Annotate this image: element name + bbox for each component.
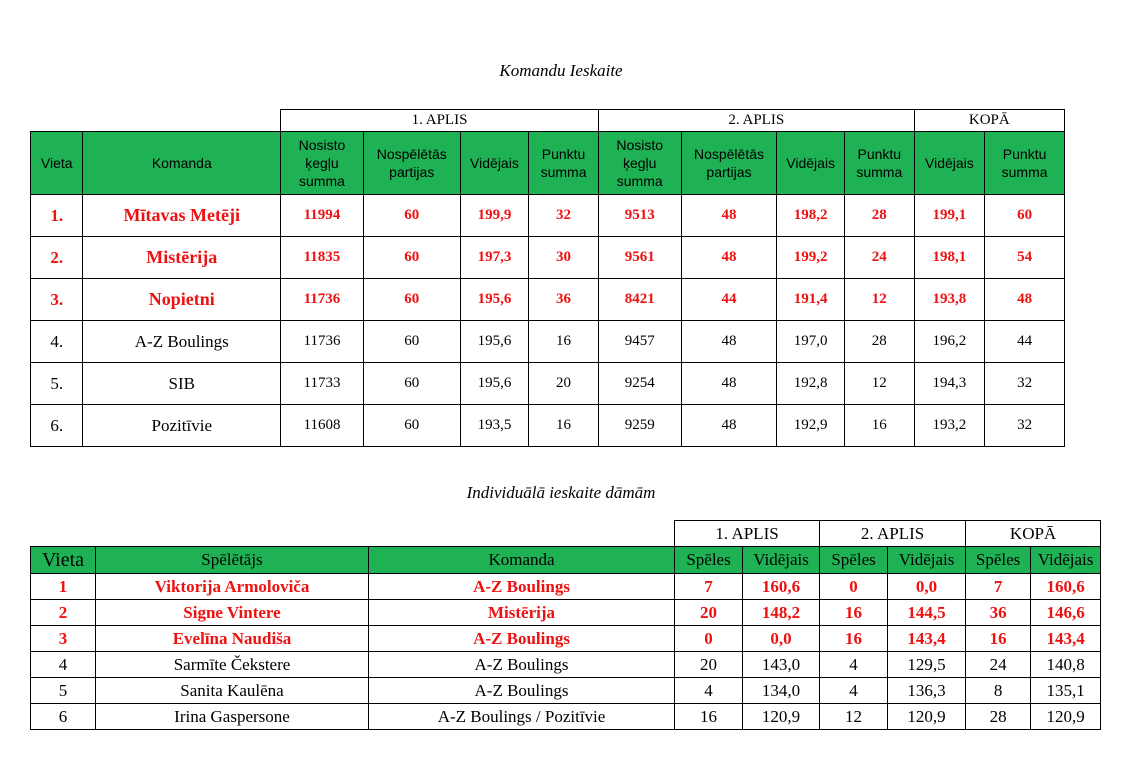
team-r1-games: 60 xyxy=(363,405,460,447)
col-header-r2-avg: Vidējais xyxy=(777,132,845,195)
col-header-place: Vieta xyxy=(31,132,83,195)
team-group-header-row xyxy=(31,110,1065,132)
team-r1-games: 60 xyxy=(363,363,460,405)
team-standings-table xyxy=(30,109,1065,447)
team-r1-points: 16 xyxy=(529,405,599,447)
player-row xyxy=(31,626,1101,652)
col-header-team: Komanda xyxy=(83,132,281,195)
player-r1-avg: 160,6 xyxy=(743,574,820,600)
team-place: 4. xyxy=(31,321,83,363)
player-r2-games: 0 xyxy=(820,574,888,600)
team-r2-avg: 198,2 xyxy=(777,195,845,237)
team-r1-avg: 195,6 xyxy=(460,321,529,363)
team-r2-pins: 8421 xyxy=(598,279,681,321)
player-total-games: 7 xyxy=(966,574,1031,600)
team-r1-pins: 11733 xyxy=(281,363,364,405)
player-r1-games: 7 xyxy=(675,574,743,600)
player-team: A-Z Boulings xyxy=(369,678,675,704)
col-header-r2-games: Nospēlētās partijas xyxy=(681,132,777,195)
player-r2-avg: 136,3 xyxy=(888,678,966,704)
team-r2-points: 12 xyxy=(844,279,914,321)
group-header-round1: 1. APLIS xyxy=(675,521,820,547)
col-header-total-points: Punktu summa xyxy=(985,132,1065,195)
team-standings-title: Komandu Ieskaite xyxy=(499,61,623,80)
team-r1-pins: 11736 xyxy=(281,279,364,321)
col-header-r2-games: Spēles xyxy=(820,547,888,574)
player-total-avg: 120,9 xyxy=(1031,704,1101,730)
team-r1-avg: 199,9 xyxy=(460,195,529,237)
col-header-total-avg: Vidējais xyxy=(1031,547,1101,574)
individual-column-header-row xyxy=(31,547,1101,574)
team-r2-points: 28 xyxy=(844,195,914,237)
player-row xyxy=(31,652,1101,678)
player-total-avg: 140,8 xyxy=(1031,652,1101,678)
team-r1-games: 60 xyxy=(363,279,460,321)
player-r1-avg: 0,0 xyxy=(743,626,820,652)
player-place: 3 xyxy=(31,626,96,652)
team-r1-avg: 193,5 xyxy=(460,405,529,447)
player-r2-games: 16 xyxy=(820,600,888,626)
player-team: A-Z Boulings xyxy=(369,574,675,600)
player-r1-avg: 148,2 xyxy=(743,600,820,626)
team-r1-points: 32 xyxy=(529,195,599,237)
player-r2-avg: 120,9 xyxy=(888,704,966,730)
player-total-games: 24 xyxy=(966,652,1031,678)
team-r1-games: 60 xyxy=(363,237,460,279)
player-total-games: 16 xyxy=(966,626,1031,652)
player-total-games: 28 xyxy=(966,704,1031,730)
team-r1-points: 30 xyxy=(529,237,599,279)
player-r1-avg: 143,0 xyxy=(743,652,820,678)
team-row xyxy=(31,321,1065,363)
team-total-avg: 193,2 xyxy=(914,405,985,447)
player-total-avg: 160,6 xyxy=(1031,574,1101,600)
player-total-avg: 146,6 xyxy=(1031,600,1101,626)
col-header-total-avg: Vidējais xyxy=(914,132,985,195)
team-total-avg: 196,2 xyxy=(914,321,985,363)
team-r1-pins: 11994 xyxy=(281,195,364,237)
player-r1-games: 20 xyxy=(675,600,743,626)
group-header-total: KOPĀ xyxy=(966,521,1101,547)
team-row xyxy=(31,195,1065,237)
col-header-r2-points: Punktu summa xyxy=(844,132,914,195)
col-header-r1-points: Punktu summa xyxy=(529,132,599,195)
team-r1-pins: 11608 xyxy=(281,405,364,447)
col-header-r1-pins: Nosisto ķegļu summa xyxy=(281,132,364,195)
team-r2-points: 24 xyxy=(844,237,914,279)
team-r2-games: 48 xyxy=(681,237,777,279)
player-r2-avg: 143,4 xyxy=(888,626,966,652)
team-r2-points: 28 xyxy=(844,321,914,363)
team-total-points: 54 xyxy=(985,237,1065,279)
team-total-avg: 193,8 xyxy=(914,279,985,321)
team-r2-games: 44 xyxy=(681,279,777,321)
team-name: A-Z Boulings xyxy=(83,321,281,363)
team-total-avg: 198,1 xyxy=(914,237,985,279)
player-place: 5 xyxy=(31,678,96,704)
player-place: 4 xyxy=(31,652,96,678)
team-r1-games: 60 xyxy=(363,195,460,237)
team-name: Mistērija xyxy=(83,237,281,279)
team-r2-avg: 192,9 xyxy=(777,405,845,447)
team-r2-pins: 9254 xyxy=(598,363,681,405)
player-r1-games: 20 xyxy=(675,652,743,678)
team-r2-pins: 9513 xyxy=(598,195,681,237)
team-r1-avg: 195,6 xyxy=(460,279,529,321)
player-row xyxy=(31,600,1101,626)
player-name: Irina Gaspersone xyxy=(96,704,369,730)
team-r1-pins: 11835 xyxy=(281,237,364,279)
player-name: Sanita Kaulēna xyxy=(96,678,369,704)
group-header-round2: 2. APLIS xyxy=(820,521,966,547)
player-row xyxy=(31,678,1101,704)
team-place: 6. xyxy=(31,405,83,447)
team-total-points: 44 xyxy=(985,321,1065,363)
player-r2-games: 4 xyxy=(820,678,888,704)
team-r2-games: 48 xyxy=(681,405,777,447)
team-r1-games: 60 xyxy=(363,321,460,363)
col-header-team: Komanda xyxy=(369,547,675,574)
team-r2-points: 16 xyxy=(844,405,914,447)
team-r2-games: 48 xyxy=(681,363,777,405)
team-r1-avg: 197,3 xyxy=(460,237,529,279)
team-total-avg: 194,3 xyxy=(914,363,985,405)
player-total-games: 8 xyxy=(966,678,1031,704)
player-team: A-Z Boulings / Pozitīvie xyxy=(369,704,675,730)
player-r2-games: 12 xyxy=(820,704,888,730)
player-r2-avg: 129,5 xyxy=(888,652,966,678)
player-r1-avg: 134,0 xyxy=(743,678,820,704)
team-r2-avg: 191,4 xyxy=(777,279,845,321)
col-header-r1-avg: Vidējais xyxy=(460,132,529,195)
col-header-r2-pins: Nosisto ķegļu summa xyxy=(598,132,681,195)
group-header-total: KOPĀ xyxy=(914,110,1064,132)
team-r2-games: 48 xyxy=(681,321,777,363)
player-name: Evelīna Naudiša xyxy=(96,626,369,652)
team-row xyxy=(31,363,1065,405)
team-name: Pozitīvie xyxy=(83,405,281,447)
col-header-r1-avg: Vidējais xyxy=(743,547,820,574)
group-header-round1: 1. APLIS xyxy=(281,110,599,132)
player-row xyxy=(31,704,1101,730)
player-team: A-Z Boulings xyxy=(369,652,675,678)
team-r2-games: 48 xyxy=(681,195,777,237)
team-total-points: 32 xyxy=(985,405,1065,447)
player-total-avg: 135,1 xyxy=(1031,678,1101,704)
team-r2-pins: 9457 xyxy=(598,321,681,363)
team-name: Mītavas Metēji xyxy=(83,195,281,237)
individual-standings-table xyxy=(30,520,1101,730)
player-place: 1 xyxy=(31,574,96,600)
team-r2-pins: 9259 xyxy=(598,405,681,447)
team-r1-points: 20 xyxy=(529,363,599,405)
player-r2-avg: 0,0 xyxy=(888,574,966,600)
team-total-points: 48 xyxy=(985,279,1065,321)
col-header-r1-games: Spēles xyxy=(675,547,743,574)
team-place: 3. xyxy=(31,279,83,321)
player-row xyxy=(31,574,1101,600)
team-r1-points: 16 xyxy=(529,321,599,363)
team-r2-avg: 197,0 xyxy=(777,321,845,363)
team-place: 1. xyxy=(31,195,83,237)
team-r1-points: 36 xyxy=(529,279,599,321)
team-place: 5. xyxy=(31,363,83,405)
team-total-points: 60 xyxy=(985,195,1065,237)
col-header-r1-games: Nospēlētās partijas xyxy=(363,132,460,195)
individual-group-header-row xyxy=(31,521,1101,547)
player-r2-games: 16 xyxy=(820,626,888,652)
team-r1-pins: 11736 xyxy=(281,321,364,363)
team-column-header-row xyxy=(31,132,1065,195)
player-total-games: 36 xyxy=(966,600,1031,626)
team-r1-avg: 195,6 xyxy=(460,363,529,405)
team-row xyxy=(31,237,1065,279)
player-place: 2 xyxy=(31,600,96,626)
col-header-player: Spēlētājs xyxy=(96,547,369,574)
team-name: Nopietni xyxy=(83,279,281,321)
player-r2-games: 4 xyxy=(820,652,888,678)
team-row xyxy=(31,279,1065,321)
team-total-points: 32 xyxy=(985,363,1065,405)
player-r1-games: 4 xyxy=(675,678,743,704)
col-header-r2-avg: Vidējais xyxy=(888,547,966,574)
player-team: Mistērija xyxy=(369,600,675,626)
col-header-place: Vieta xyxy=(31,547,96,574)
team-name: SIB xyxy=(83,363,281,405)
player-team: A-Z Boulings xyxy=(369,626,675,652)
player-r1-avg: 120,9 xyxy=(743,704,820,730)
team-r2-avg: 192,8 xyxy=(777,363,845,405)
group-header-round2: 2. APLIS xyxy=(598,110,914,132)
player-name: Signe Vintere xyxy=(96,600,369,626)
player-r1-games: 0 xyxy=(675,626,743,652)
player-r1-games: 16 xyxy=(675,704,743,730)
individual-standings-title: Individuālā ieskaite dāmām xyxy=(466,483,656,502)
team-row xyxy=(31,405,1065,447)
team-r2-points: 12 xyxy=(844,363,914,405)
player-r2-avg: 144,5 xyxy=(888,600,966,626)
team-place: 2. xyxy=(31,237,83,279)
team-total-avg: 199,1 xyxy=(914,195,985,237)
team-r2-pins: 9561 xyxy=(598,237,681,279)
player-place: 6 xyxy=(31,704,96,730)
col-header-total-games: Spēles xyxy=(966,547,1031,574)
player-name: Viktorija Armoloviča xyxy=(96,574,369,600)
team-r2-avg: 199,2 xyxy=(777,237,845,279)
player-total-avg: 143,4 xyxy=(1031,626,1101,652)
player-name: Sarmīte Čekstere xyxy=(96,652,369,678)
